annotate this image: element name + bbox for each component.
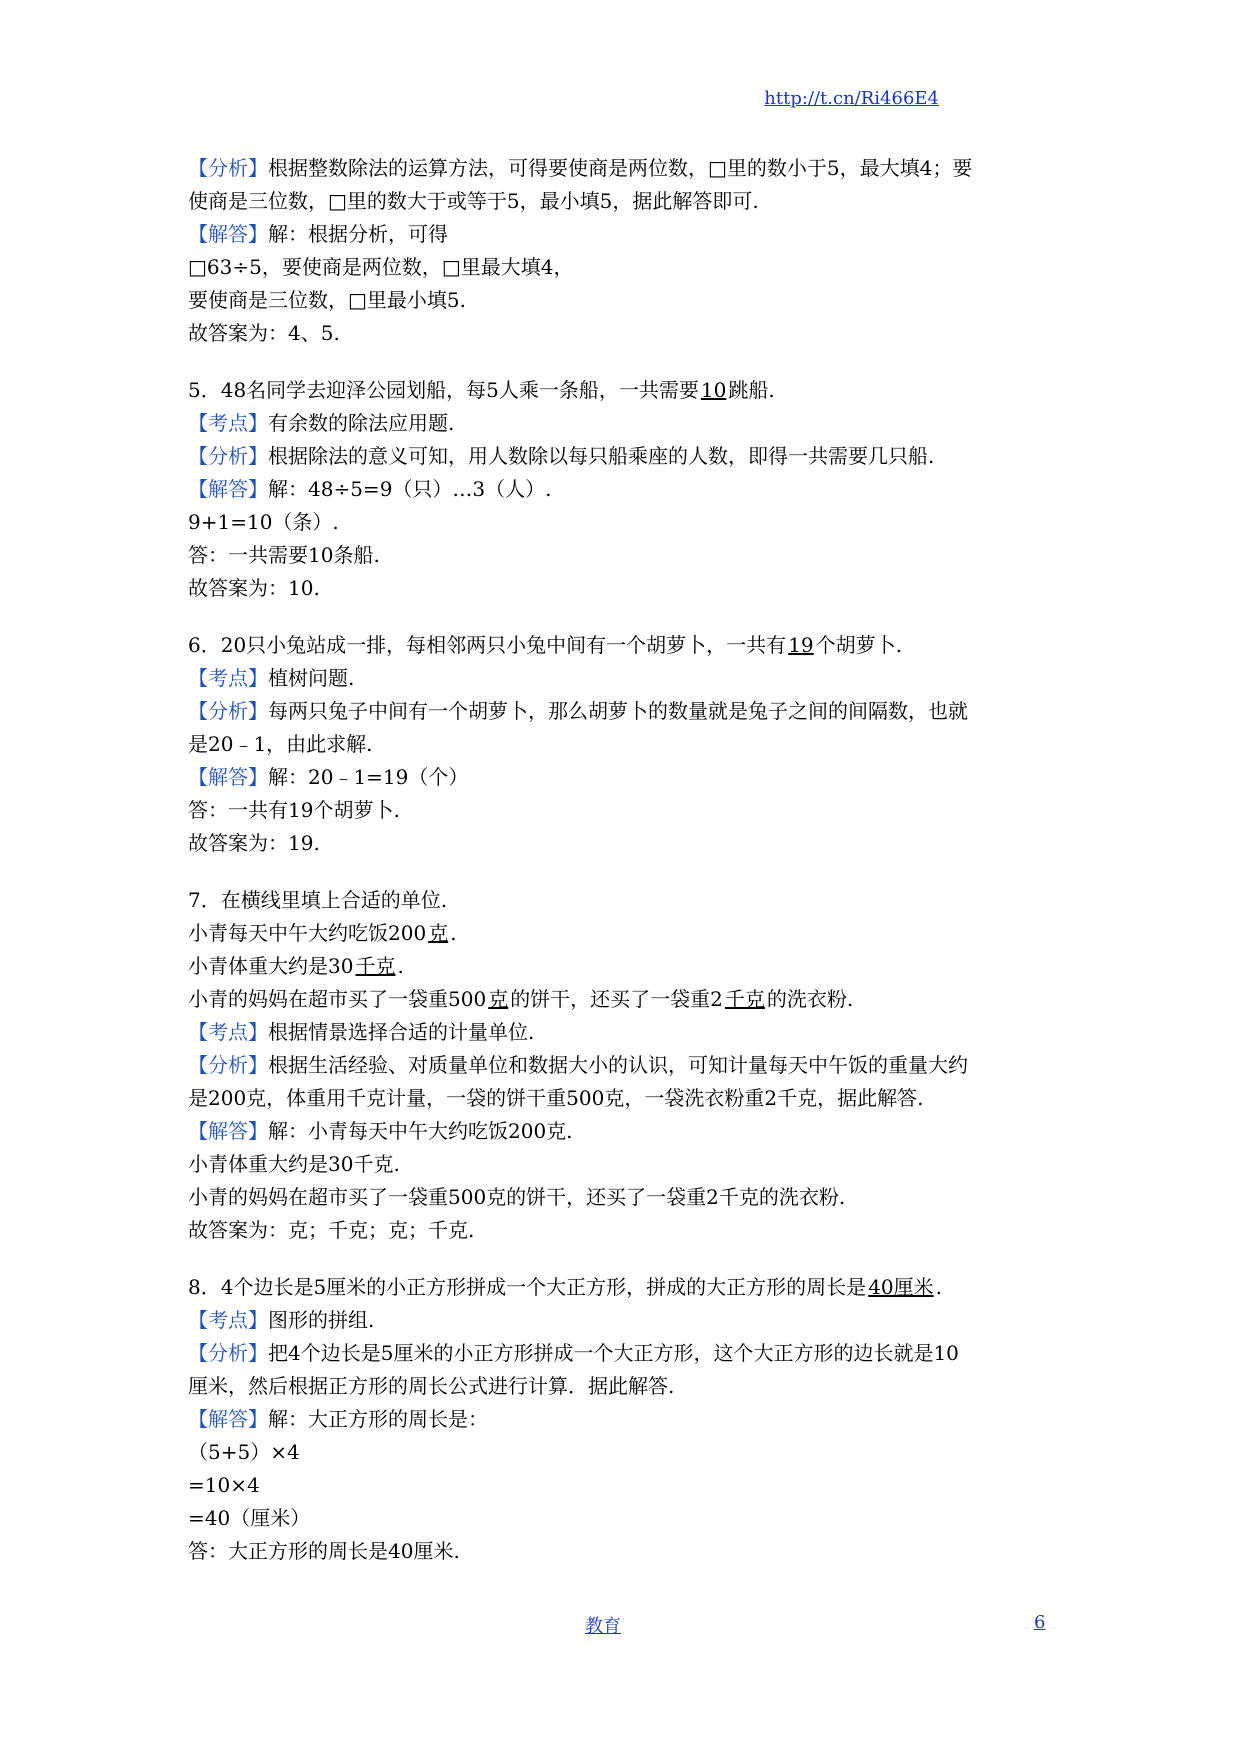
text-line: [188, 473, 1058, 506]
text-segment: 是20﹣1，由此求解.: [188, 732, 373, 756]
section-tag: 【考点】: [188, 666, 268, 690]
text-segment: 把4个边长是5厘米的小正方形拼成一个大正方形，这个大正方形的边长就是10: [268, 1341, 959, 1365]
question-block: [188, 374, 1058, 605]
section-tag: 【解答】: [188, 1407, 268, 1431]
block-gap: [188, 1247, 1058, 1271]
text-segment: .: [450, 921, 457, 945]
text-segment: 故答案为：克；千克；克；千克.: [188, 1218, 475, 1242]
text-segment: 解：20﹣1=19（个）: [268, 765, 469, 789]
text-line: [188, 629, 1058, 662]
text-line: [188, 284, 1058, 317]
text-segment: 解：大正方形的周长是：: [268, 1407, 488, 1431]
question-block: [188, 152, 1058, 350]
text-line: [188, 1403, 1058, 1436]
document-content: [188, 152, 1058, 1568]
text-line: [188, 1271, 1058, 1304]
section-tag: 【考点】: [188, 411, 268, 435]
text-line: [188, 1535, 1058, 1568]
text-line: [188, 251, 1058, 284]
text-segment: 每两只兔子中间有一个胡萝卜，那么胡萝卜的数量就是兔子之间的间隔数，也就: [268, 699, 968, 723]
text-line: [188, 1016, 1058, 1049]
text-line: [188, 317, 1058, 350]
question-block: [188, 1271, 1058, 1568]
text-segment: 小青每天中午大约吃饭200: [188, 921, 427, 945]
text-segment: 答：一共有19个胡萝卜.: [188, 798, 400, 822]
section-tag: 【分析】: [188, 699, 268, 723]
text-segment: （5+5）×4: [188, 1440, 300, 1464]
text-segment: 是200克，体重用千克计量，一袋的饼干重500克，一袋洗衣粉重2千克，据此解答.: [188, 1086, 924, 1110]
text-line: [188, 407, 1058, 440]
text-segment: 小青的妈妈在超市买了一袋重500克的饼干，还买了一袋重2千克的洗衣粉.: [188, 1185, 846, 1209]
text-line: [188, 884, 1058, 917]
text-line: [188, 1502, 1058, 1535]
answer-blank: 40厘米: [868, 1275, 934, 1299]
text-line: [188, 539, 1058, 572]
text-line: [188, 794, 1058, 827]
text-segment: 解：48÷5=9（只）…3（人）.: [268, 477, 552, 501]
text-segment: 的饼干，还买了一袋重2: [510, 987, 723, 1011]
header-link[interactable]: http://t.cn/Ri466E4: [764, 88, 939, 109]
text-line: [188, 185, 1058, 218]
text-line: [188, 374, 1058, 407]
text-line: [188, 917, 1058, 950]
text-line: [188, 1115, 1058, 1148]
text-line: [188, 1049, 1058, 1082]
page-number: 6: [1034, 1612, 1046, 1633]
text-segment: □63÷5，要使商是两位数，□里最大填4，: [188, 255, 574, 279]
text-line: [188, 662, 1058, 695]
text-segment: 解：小青每天中午大约吃饭200克.: [268, 1119, 573, 1143]
text-line: [188, 761, 1058, 794]
text-segment: =10×4: [188, 1473, 260, 1497]
section-tag: 【解答】: [188, 477, 268, 501]
text-line: [188, 695, 1058, 728]
text-segment: 故答案为：4、5.: [188, 321, 340, 345]
section-tag: 【考点】: [188, 1020, 268, 1044]
answer-blank: 克: [428, 921, 449, 945]
text-segment: =40（厘米）: [188, 1506, 311, 1530]
text-segment: .: [397, 954, 404, 978]
footer-label[interactable]: 教育: [585, 1616, 621, 1637]
text-segment: 有余数的除法应用题.: [268, 411, 455, 435]
text-segment: 的洗衣粉.: [766, 987, 854, 1011]
text-segment: 8．4个边长是5厘米的小正方形拼成一个大正方形，拼成的大正方形的周长是: [188, 1275, 867, 1299]
text-line: [188, 1148, 1058, 1181]
text-segment: 答：大正方形的周长是40厘米.: [188, 1539, 460, 1563]
section-tag: 【分析】: [188, 1053, 268, 1077]
text-line: [188, 728, 1058, 761]
text-line: [188, 1181, 1058, 1214]
text-segment: 个胡萝卜.: [815, 633, 902, 657]
text-segment: 图形的拼组.: [268, 1308, 375, 1332]
text-segment: 根据整数除法的运算方法，可得要使商是两位数，□里的数小于5，最大填4；要: [268, 156, 973, 180]
text-segment: 5．48名同学去迎泽公园划船，每5人乘一条船，一共需要: [188, 378, 699, 402]
text-segment: 7．在横线里填上合适的单位.: [188, 888, 448, 912]
block-gap: [188, 860, 1058, 884]
block-gap: [188, 605, 1058, 629]
section-tag: 【解答】: [188, 222, 268, 246]
section-tag: 【分析】: [188, 1341, 268, 1365]
text-segment: 根据情景选择合适的计量单位.: [268, 1020, 535, 1044]
text-segment: 要使商是三位数，□里最小填5.: [188, 288, 466, 312]
text-segment: 故答案为：10.: [188, 576, 320, 600]
text-line: [188, 1082, 1058, 1115]
text-line: [188, 572, 1058, 605]
text-segment: 根据生活经验、对质量单位和数据大小的认识，可知计量每天中午饭的重量大约: [268, 1053, 968, 1077]
text-segment: 6．20只小兔站成一排，每相邻两只小兔中间有一个胡萝卜，一共有: [188, 633, 787, 657]
text-line: [188, 983, 1058, 1016]
block-gap: [188, 350, 1058, 374]
text-line: [188, 218, 1058, 251]
section-tag: 【解答】: [188, 765, 268, 789]
answer-blank: 克: [488, 987, 509, 1011]
text-segment: 跳船.: [728, 378, 775, 402]
text-segment: 解：根据分析，可得: [268, 222, 448, 246]
text-line: [188, 506, 1058, 539]
answer-blank: 10: [700, 378, 727, 402]
text-segment: 植树问题.: [268, 666, 355, 690]
text-segment: 答：一共需要10条船.: [188, 543, 380, 567]
text-segment: 使商是三位数，□里的数大于或等于5，最小填5，据此解答即可.: [188, 189, 759, 213]
section-tag: 【考点】: [188, 1308, 268, 1332]
section-tag: 【分析】: [188, 156, 268, 180]
text-line: [188, 827, 1058, 860]
answer-blank: 千克: [724, 987, 765, 1011]
text-line: [188, 440, 1058, 473]
text-line: [188, 1469, 1058, 1502]
question-block: [188, 884, 1058, 1247]
text-line: [188, 1370, 1058, 1403]
answer-blank: 19: [788, 633, 814, 657]
text-segment: 根据除法的意义可知，用人数除以每只船乘座的人数，即得一共需要几只船.: [268, 444, 935, 468]
text-line: [188, 152, 1058, 185]
text-segment: 9+1=10（条）.: [188, 510, 339, 534]
text-line: [188, 1436, 1058, 1469]
section-tag: 【解答】: [188, 1119, 268, 1143]
text-segment: 小青体重大约是30: [188, 954, 354, 978]
text-line: [188, 1304, 1058, 1337]
text-segment: 故答案为：19.: [188, 831, 320, 855]
text-segment: 小青的妈妈在超市买了一袋重500: [188, 987, 487, 1011]
text-line: [188, 1337, 1058, 1370]
text-segment: 小青体重大约是30千克.: [188, 1152, 400, 1176]
question-block: [188, 629, 1058, 860]
text-line: [188, 1214, 1058, 1247]
answer-blank: 千克: [355, 954, 396, 978]
text-segment: 厘米，然后根据正方形的周长公式进行计算．据此解答.: [188, 1374, 675, 1398]
section-tag: 【分析】: [188, 444, 268, 468]
text-segment: .: [935, 1275, 942, 1299]
text-line: [188, 950, 1058, 983]
